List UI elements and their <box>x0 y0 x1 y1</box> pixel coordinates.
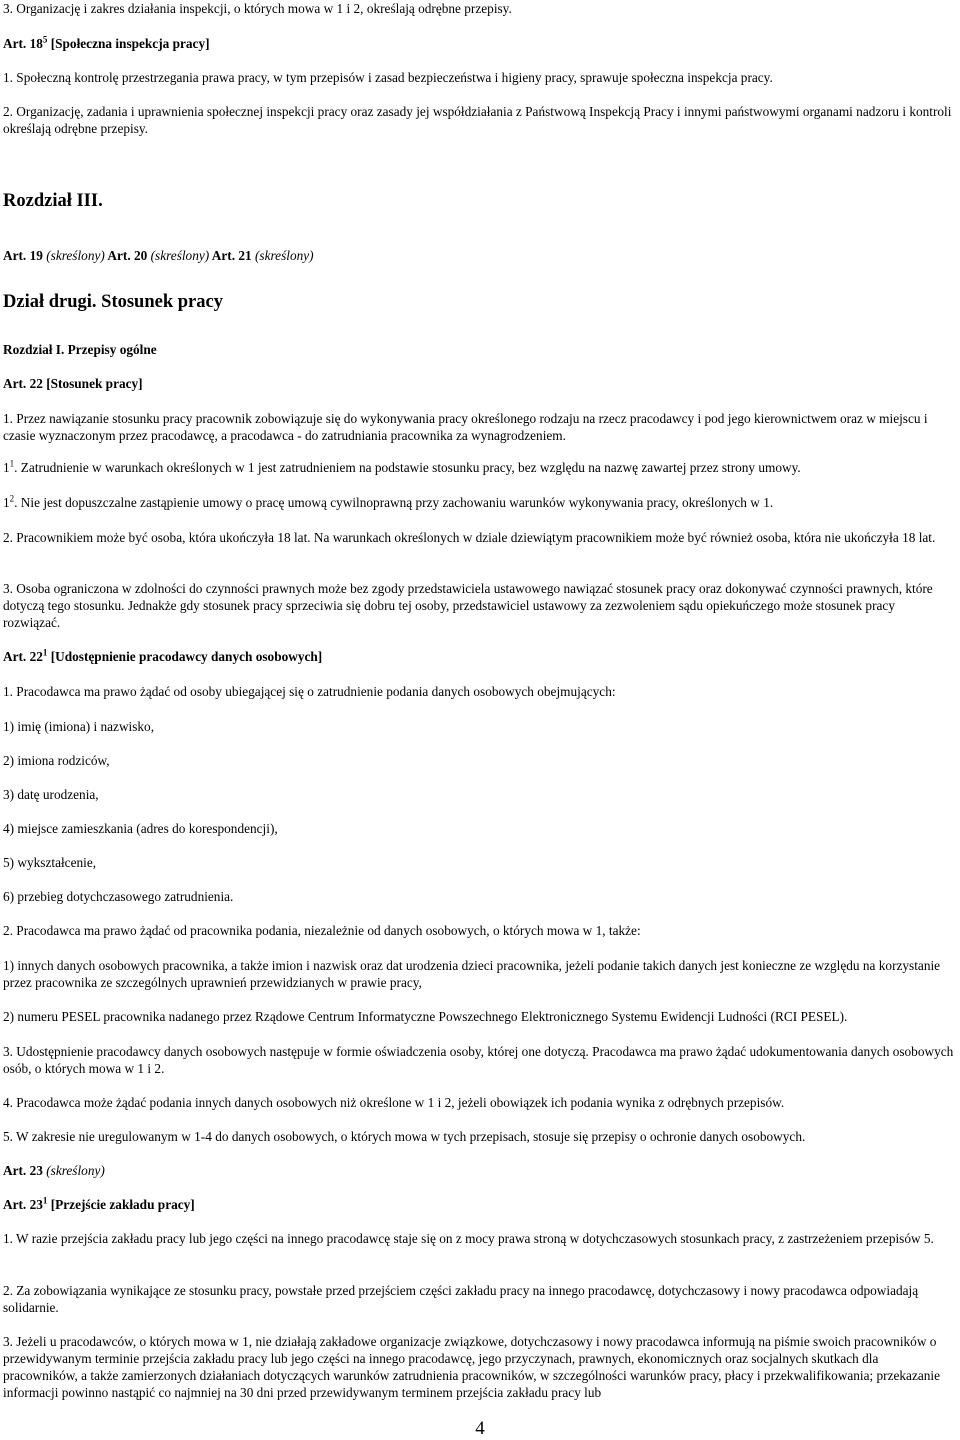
list-item-3: 3) datę urodzenia, <box>3 787 99 802</box>
list-item-4: 4) miejsce zamieszkania (adres do korespondencji), <box>3 821 278 836</box>
paragraph-art18-5-2: 2. Organizację, zadania i uprawnienia społecznej inspekcji pracy oraz zasady jej współdziałania z Państwową Inspekcją Pracy i innymi państwowymi organami nadzoru i kontroli określają odrębne przepisy. <box>3 104 952 136</box>
paragraph-art22-1: 1. Przez nawiązanie stosunku pracy pracownik zobowiązuje się do wykonywania pracy określonego rodzaju na rzecz pracodawcy i pod jego kierownictwem oraz w miejscu i czasie wyznaczonym przez pracodawcę, a pracodawca - do zatrudniania pracownika za wynagrodzeniem. <box>3 411 928 443</box>
list-item-1: 1) imię (imiona) i nazwisko, <box>3 719 155 734</box>
page-number: 4 <box>475 1418 485 1439</box>
list-item-2: 2) imiona rodziców, <box>3 753 110 768</box>
heading-rozdzial-i: Rozdział I. Przepisy ogólne <box>3 342 157 357</box>
heading-rozdzial-iii: Rozdział III. <box>3 191 103 211</box>
heading-art-23: Art. 23 (skreślony) <box>3 1163 105 1178</box>
paragraph-art22-1-par1: 1. Pracodawca ma prawo żądać od osoby ubiegającej się o zatrudnienie podania danych osobowych obejmujących: <box>3 684 616 699</box>
paragraph-art22-1-par4: 4. Pracodawca może żądać podania innych danych osobowych niż określone w 1 i 2, jeżeli obowiązek ich podania wynika z odrębnych przepisów. <box>3 1095 785 1110</box>
paragraph-art22-1-par2: 2. Pracodawca ma prawo żądać od pracownika podania, niezależnie od danych osobowych, o których mowa w 1, także: <box>3 923 641 938</box>
paragraph-art22-2: 2. Pracownikiem może być osoba, która ukończyła 18 lat. Na warunkach określonych w dziale dziewiątym pracownikiem może być również osoba, która nie ukończyła 18 lat. <box>3 530 936 545</box>
paragraph-art23-1-2: 2. Za zobowiązania wynikające ze stosunku pracy, powstałe przed przejściem części zakładu pracy na innego pracodawcę, dotychczasowy i nowy pracodawca odpowiadają solidarnie. <box>3 1283 919 1315</box>
heading-art-19-21: Art. 19 (skreślony) Art. 20 (skreślony) Art. 21 (skreślony) <box>3 248 314 263</box>
paragraph-art23-1-3: 3. Jeżeli u pracodawców, o których mowa w 1, nie działają zakładowe organizacje związkowe, dotychczasowy i nowy pracodawca informują na piśmie swoich pracowników o przewidywanym terminie przejścia zakładu pracy lub jego części na innego pracodawcę, jego przyczynach, prawnych, ekonomicznych oraz socjalnych skutkach dla pracowników, a także zamierzonych działaniach dotyczących warunków zatrudnienia pracowników, w szczególności warunków pracy, płacy i przekwalifikowania; przekazanie informacji powinno nastąpić co najmniej na 30 dni przed przewidywanym terminem przejścia zakładu pracy lub <box>3 1334 941 1400</box>
paragraph-art18-3: 3. Organizację i zakres działania inspekcji, o których mowa w 1 i 2, określają odrębne przepisy. <box>3 1 512 16</box>
heading-art-22-1: Art. $22^1$ [Udostępnienie pracodawcy danych osobowych] <box>3 647 323 664</box>
paragraph-art22-1-par5: 5. W zakresie nie uregulowanym w 1-4 do danych osobowych, o których mowa w tych przepisach, stosuje się przepisy o ochronie danych osobowych. <box>3 1129 806 1144</box>
heading-art-18-5: Art. $18^5$ [Społeczna inspekcja pracy] <box>3 34 210 51</box>
paragraph-art22-1-1: $1^1$. Zatrudnienie w warunkach określonych w 1 jest zatrudnieniem na podstawie stosunku pracy, bez względu na nazwę zawartej przez strony umowy. <box>3 458 801 475</box>
heading-art-23-1: Art. $23^1$ [Przejście zakładu pracy] <box>3 1195 195 1212</box>
heading-dzial-drugi: Dział drugi. Stosunek pracy <box>3 292 223 312</box>
list-item-6: 6) przebieg dotychczasowego zatrudnienia. <box>3 889 234 904</box>
paragraph-art18-5-1: 1. Społeczną kontrolę przestrzegania prawa pracy, w tym przepisów i zasad bezpieczeństwa i higieny pracy, sprawuje społeczna inspekcja pracy. <box>3 70 773 85</box>
paragraph-art22-1-2: $1^2$. Nie jest dopuszczalne zastąpienie umowy o pracę umową cywilnoprawną przy zachowaniu warunków wykonywania pracy, określonych w 1. <box>3 493 774 510</box>
heading-art-22: Art. 22 [Stosunek pracy] <box>3 376 143 391</box>
paragraph-art22-1-par3: 3. Udostępnienie pracodawcy danych osobowych następuje w formie oświadczenia osoby, której one dotyczą. Pracodawca ma prawo żądać udokumentowania danych osobowych osób, o których mowa w 1 i 2. <box>3 1044 954 1076</box>
paragraph-art22-1-par2-2: 2) numeru PESEL pracownika nadanego przez Rządowe Centrum Informatyczne Powszechnego Elektronicznego Systemu Ewidencji Ludności (RCI PESEL). <box>3 1009 848 1024</box>
paragraph-art22-3: 3. Osoba ograniczona w zdolności do czynności prawnych może bez zgody przedstawiciela ustawowego nawiązać stosunek pracy oraz dokonywać czynności prawnych, które dotyczą tego stosunku. Jednakże gdy stosunek pracy sprzeciwia się dobru tej osoby, przedstawiciel ustawowy za zezwoleniem sądu opiekuńczego może stosunek pracy rozwiązać. <box>3 581 933 630</box>
paragraph-art23-1-1: 1. W razie przejścia zakładu pracy lub jego części na innego pracodawcę staje się on z mocy prawa stroną w dotychczasowych stosunkach pracy, z zastrzeżeniem przepisów 5. <box>3 1231 934 1246</box>
list-item-5: 5) wykształcenie, <box>3 855 97 870</box>
paragraph-art22-1-par2-1: 1) innych danych osobowych pracownika, a także imion i nazwisk oraz dat urodzenia dzieci pracownika, jeżeli podanie takich danych jest konieczne ze względu na korzystanie przez pracownika ze szczególnych uprawnień przewidzianych w prawie pracy, <box>3 958 941 990</box>
